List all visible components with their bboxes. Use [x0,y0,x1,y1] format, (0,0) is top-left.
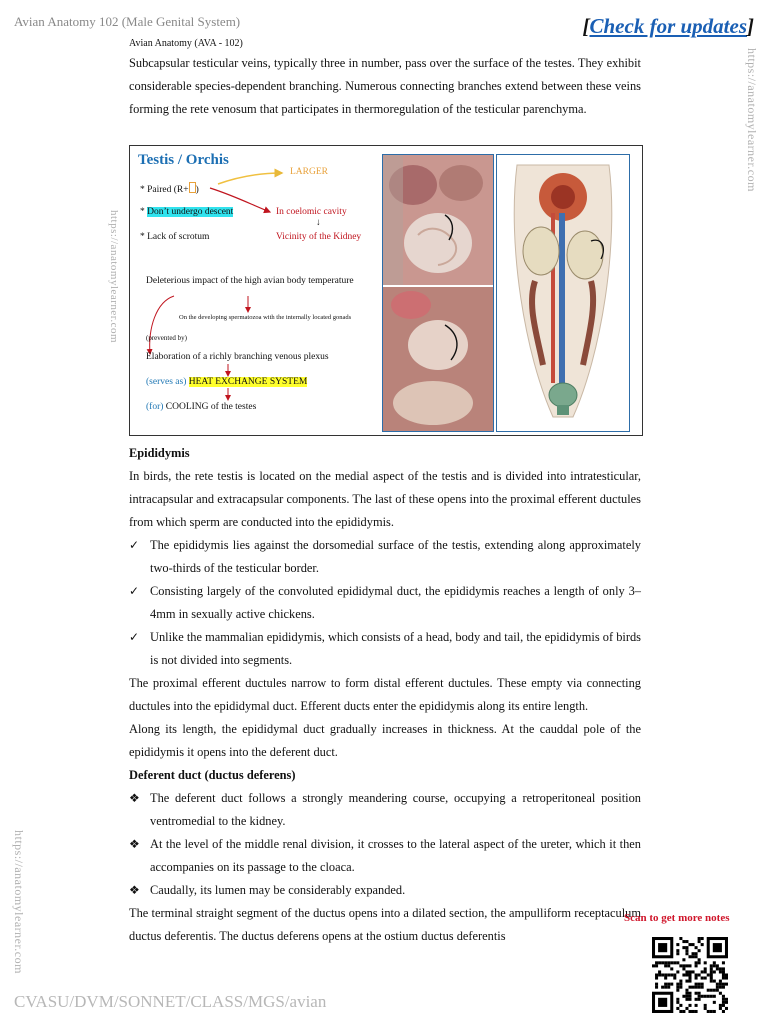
running-header: Avian Anatomy 102 (Male Genital System) [14,14,241,29]
epididymis-bullet-list [129,534,641,672]
epididymis-paragraph-3: Along its length, the epididymal duct gradually increases in thickness. At the cauddal pole of the epididymis it opens into the deferent duct. [129,722,641,759]
epididymis-paragraph-1: In birds, the rete testis is located on the medial aspect of the testis and is divided into intratesticular, intracapsular and extracapsular components. The last of these opens into the proximal efferent ductules from which sperm are conducted into the epididymis. [129,469,641,529]
figure-paired [140,182,199,195]
bracket-close: ] [747,14,754,38]
arrow-to-larger [218,173,282,184]
figure-scrotum: * Lack of scrotum [140,232,210,242]
list-item [129,787,641,833]
bullet-text: Caudally, its lumen may be considerably expanded. [150,883,406,897]
list-item [129,626,641,672]
figure-elaboration: Elaboration of a richly branching venous plexus [146,352,329,362]
bullet-text: The epididymis lies against the dorsomedial surface of the testis, extending along approximately two-thirds of the testicular border. [150,538,641,575]
check-icon: ✓ [129,538,140,552]
figure-deleterious: Deleterious impact of the high avian body temperature [146,276,354,286]
watermark-right: https://anatomylearner.com [745,48,759,192]
diamond-icon: ❖ [129,837,140,851]
testis-figure [108,145,643,436]
cooling-text: COOLING of the testes [165,402,257,412]
footer-path: CVASU/DVM/SONNET/CLASS/MGS/avian [14,992,327,1011]
qr-code[interactable] [652,937,728,1013]
dissection-photos [382,154,494,432]
left-marker [189,182,196,193]
watermark-left: https://anatomylearner.com [12,830,26,974]
figure-larger: LARGER [290,167,328,177]
check-icon: ✓ [129,584,140,598]
bullet-text: Unlike the mammalian epididymis, which consists of a head, body and tail, the epididymis of birds is not divided into segments. [150,630,641,667]
anatomy-illustration [496,154,630,432]
figure-cooling [146,402,256,412]
bullet-text: The deferent duct follows a strongly meandering course, occupying a retroperitoneal position ventromedial to the kidney. [150,791,641,828]
anatomy-illustration-art [497,155,629,431]
epididymis-section [129,442,641,948]
arrow-curve-prevented [150,296,174,354]
check-for-updates-text[interactable]: Check for updates [589,14,747,38]
descent-highlight: Don’t undergo descent [147,207,234,217]
bullet-text: Consisting largely of the convoluted epididymal duct, the epididymis reaches a length of only 3–4mm in sexually active chickens. [150,584,641,621]
descent-prefix: * [140,207,148,217]
deferent-paragraph: The terminal straight segment of the ductus opens into a dilated section, the ampulliform receptaculum ductus deferentis. The ductus deferens opens at the ostium ductus deferentis [129,906,641,943]
paired-prefix: * Paired (R+ [140,185,189,195]
list-item [129,580,641,626]
diamond-icon: ❖ [129,791,140,805]
intro-section [129,52,641,121]
serves-as-label: (serves as) [146,377,187,387]
figure-title: Testis / Orchis [138,152,229,168]
scan-note: Scan to get more notes [624,912,730,924]
figure-down-arrow: ↓ [316,218,321,228]
figure-prevented: (prevented by) [146,334,188,342]
list-item [129,534,641,580]
figure-developing: On the developing spermatozoa with the internally located gonads [179,314,352,321]
figure-serves [146,377,307,387]
heat-exchange-highlight: HEAT EXCHANGE SYSTEM [188,377,308,387]
bullet-text: At the level of the middle renal division, it crosses to the lateral aspect of the ureter, which it then accompanies on its passage to the cloaca. [150,837,641,874]
figure-vicinity: Vicinity of the Kidney [276,232,362,242]
course-code: Avian Anatomy (AVA - 102) [129,38,243,49]
list-item [129,879,641,902]
watermark-figure: https://anatomylearner.com [108,210,120,344]
figure-coelomic: In coelomic cavity [276,207,347,217]
figure-descent [140,207,233,217]
qr-code-image[interactable] [652,937,728,1013]
dissection-photo-art [383,155,493,431]
epididymis-paragraph-2: The proximal efferent ductules narrow to form distal efferent ductules. These empty via connecting ductules into the epididymal duct. Efferent ducts enter the epididymis along its entire length. [129,676,641,713]
deferent-heading: Deferent duct (ductus deferens) [129,768,296,782]
list-item [129,833,641,879]
check-icon: ✓ [129,630,140,644]
bracket-open: [ [582,14,590,38]
intro-paragraph: Subcapsular testicular veins, typically three in number, pass over the surface of the testes. They exhibit considerable species-dependent branching. Numerous connecting branches extend between these veins forming the rete venosum that participates in thermoregulation of the testicular parenchyma. [129,56,641,116]
check-for-updates-link[interactable] [583,14,755,39]
paired-suffix: ) [195,185,199,195]
deferent-bullet-list [129,787,641,902]
diamond-icon: ❖ [129,883,140,897]
epididymis-heading: Epididymis [129,446,190,460]
for-label: (for) [146,402,164,412]
